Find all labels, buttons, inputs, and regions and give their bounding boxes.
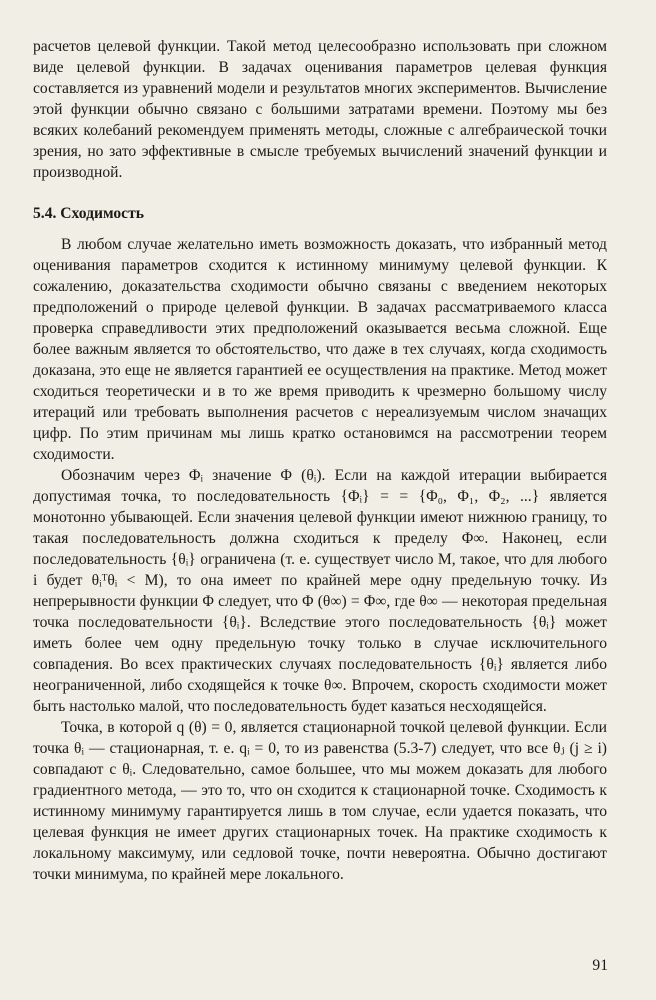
page-body — [33, 36, 607, 885]
paragraph-stationary-point: Точка, в которой q (θ) = 0, является стационарной точкой целевой функции. Если точка θᵢ — стационарная, т. е. qᵢ = 0, то из равенства (5.3-7) следует, что все θⱼ (j ≥ i) совпадают с θᵢ. Следовательно, самое большее, что мы можем доказать для любого градиентного метода, — это то, что он сходится к стационарной точке. Сходимость к истинному минимуму гарантируется лишь в том случае, если удается показать, что целевая функция не имеет других стационарных точек. На практике сходимость к локальному максимуму, или седловой точке, почти невероятна. Обычно достигают точки минимума, по крайней мере локального. — [33, 719, 607, 883]
paragraph-sequence-limits: Обозначим через Φᵢ значение Φ (θᵢ). Если на каждой итерации выбирается допустимая точка, то последовательность {Φᵢ} = = {Φ₀, Φ₁, Φ₂, ...} является монотонно убывающей. Если значения целевой функции имеют нижнюю границу, то такая последовательность должна сходиться к пределу Φ∞. Наконец, если последовательность {θᵢ} ограничена (т. е. существует число M, такое, что для любого i будет θᵢᵀθᵢ < M), то она имеет по крайней мере одну предельную точку. Из непрерывности функции Φ следует, что Φ (θ∞) = Φ∞, где θ∞ — некоторая предельная точка последовательности {θᵢ}. Вследствие этого последовательность {θᵢ} может иметь более чем одну предельную точку только в случае исключительного совпадения. Во всех практических случаях последовательность {θᵢ} является либо неограниченной, либо сходящейся к точке θ∞. Впрочем, скорость сходимости может быть настолько малой, что последовательность будет казаться несходящейся. — [33, 467, 607, 715]
paragraph-convergence-intro: В любом случае желательно иметь возможность доказать, что избранный метод оценивания параметров сходится к истинному минимуму целевой функции. К сожалению, доказательства сходимости обычно связаны с введением некоторых предположений о природе целевой функции. В задачах рассматриваемого класса проверка справедливости этих предположений оказывается весьма сложной. Еще более важным является то обстоятельство, что даже в тех случаях, когда сходимость доказана, это еще не является гарантией ее осуществления на практике. Метод может сходиться теоретически и в то же время приводить к чрезмерно большому числу итераций или требовать выполнения расчетов с нереализуемым числом значащих цифр. По этим причинам мы лишь кратко остановимся на рассмотрении теорем сходимости. — [33, 236, 607, 463]
section-heading: 5.4. Сходимость — [33, 205, 145, 222]
page-number: 91 — [592, 957, 608, 974]
intro-paragraph: расчетов целевой функции. Такой метод целесообразно использовать при сложном виде целевой функции. В задачах оценивания параметров целевая функция составляется из уравнений модели и результатов многих экспериментов. Вычисление этой функции обычно связано с большими затратами времени. Поэтому мы без всяких колебаний рекомендуем применять методы, сложные с алгебраической точки зрения, но зато эффективные в смысле требуемых вычислений значений функции и производной. — [33, 38, 607, 181]
